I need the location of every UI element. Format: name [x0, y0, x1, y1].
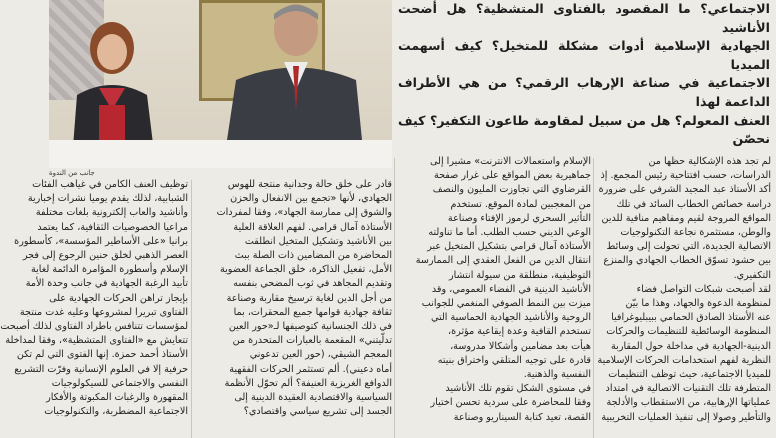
intro-line: الجهادية الإسلامية أدوات مشكلة للمتخيل؟ كيف أسهمت الميديا — [398, 38, 770, 72]
article-line: الإسلام واستعمالات الانترنت» مشيرا إلى — [430, 156, 591, 167]
article-line: السياسية والاقتصادية العقيدة الدينية إلى — [234, 392, 392, 404]
article-line: من المعجبين لمادة الموقع. تستخدم — [450, 198, 591, 210]
article-line: أكد الأستاذ عبد المجيد الشرفي على ضرورة — [598, 184, 771, 196]
article-line: الدراسات، حسب افتتاحية رئيس المجمع. إذ — [600, 170, 771, 182]
article-line: توظيف العنف الكامن في غياهب الفئات — [32, 179, 188, 190]
article-line: الأستاذ أحمد حمزة. إنها الفتوى التي لم تكن — [16, 349, 188, 361]
article-column-4 — [0, 178, 188, 438]
article-line: بإيجاز تراهن الحركات الجهادية على — [49, 292, 188, 304]
column-divider — [191, 180, 192, 438]
article-line: الإسلام وأسطورة المؤامرة الدائمة لغاية — [30, 264, 188, 276]
woman-speaker-figure — [57, 10, 162, 160]
article-line: لمؤسسات تتنافس باطراد الفتاوى لذلك أصبحت — [0, 321, 188, 333]
article-line: والوطن، مستثمرة نجاعة التكنولوجيات — [620, 227, 771, 239]
article-line: تتعايش مع «الفتاوى المتشظية»، وفقا لمداخلة — [5, 335, 188, 347]
article-line: الاجتماعية المضطربة، والتكنولوجيات — [44, 406, 188, 418]
article-line: ميزت بين النمط الصوفي المنغمي للجوانب — [421, 298, 591, 310]
article-line: الدينية-الجهادية في مداخلة حول المقاربة — [611, 340, 771, 352]
article-line: عنه الأستاذ الصادق الحمامي ببيبليوغرافيا — [611, 312, 771, 324]
intro-line: الاجتماعية في صناعة الإرهاب الرقمي؟ من هي الأطراف الداعمة لهذا — [398, 75, 770, 109]
article-line: الأستاذة آمال قرامي. لفهم العلاقة العلية — [233, 221, 392, 233]
article-line: بين الأناشيد وتشكيل المتخيل انطلقت — [244, 235, 392, 247]
article-line: التأثير السحري لرموز الإفتاء وصناعة — [447, 212, 591, 224]
intro-paragraph — [398, 0, 770, 150]
article-line: لمنظومة الدعوة والجهاد، وهذا ما بيّن — [625, 298, 771, 310]
article-line: بين حشود تسوّق الخطاب الجهادي والمنزع — [603, 255, 771, 267]
article-line: تأبيد الرغبة الجهادية في جانب وحدة الأمة — [25, 278, 188, 290]
article-line: الأناشيد الدينية في الفضاء العمومي، وقد — [431, 283, 591, 295]
article-line: هيأت بعد مضامين وأشكالا مدروسة، — [450, 340, 591, 352]
article-line: المقهورة والرغبات المكبوتة والأفكار — [46, 392, 188, 404]
article-line: عملياتها الإرهابية، من الاستقطاب والأدلجة — [606, 397, 771, 409]
article-line: المحاضرة من المضامين ذات الصلة ببث — [234, 250, 392, 262]
article-line: النفسي والاجتماعي للسيكولوجيات — [51, 377, 188, 389]
article-line: القصة، تعيد كتابة السيناريو وصناعة — [453, 411, 591, 423]
article-line: والشوق إلى ممارسة الجهاد»، وفقا لمفردات — [216, 207, 392, 219]
article-line: أماه دعيني). ألم تستثمر الحركات الفقهية — [229, 363, 392, 375]
article-line: وتقديم المجاهد في ثوب المضحي بنفسه — [233, 278, 392, 290]
article-line: الروحية والأناشيد الجهادية الحماسية التي — [430, 312, 591, 324]
article-column-3 — [194, 178, 392, 438]
column-divider — [593, 158, 594, 438]
article-line: ثقافة جهادية قوامها جميع المحقرات، بما — [233, 306, 392, 318]
article-line: الدوافع الغريزية العنيفة؟ ألم تحوّل الأنظمة — [224, 377, 392, 389]
article-line: للميديا الاجتماعية، حيث توظف التنظيمات — [608, 369, 771, 381]
article-line: في مستوى الشكل تقوم تلك الأناشيد — [445, 383, 591, 395]
article-column-1 — [597, 155, 771, 438]
article-line: التكفيري. — [733, 269, 771, 281]
intro-line: الاجتماعي؟ ما المقصود بالفتاوى المتشظية؟ هل أضحت الأناشيد — [398, 1, 770, 35]
article-line: حرفية إلا في العلوم الإنسانية وفرّت التشريع — [14, 363, 188, 375]
man-speaker-figure — [224, 0, 364, 160]
article-line: جماهيرية بعض المواقع على غرار صفحة — [433, 170, 591, 182]
article-line: الجهادي، لأنها «تجمع بين الانفعال والحزن — [230, 193, 392, 205]
article-line: النظرية لفهم استخدامات الحركات الإسلامية — [597, 354, 771, 366]
article-line: المتطرفة تلك التقنيات الاتصالية في امتداد — [605, 383, 771, 395]
intro-line — [398, 149, 770, 150]
article-line: المنظومة الوسائطية للتنظيمات والحركات — [606, 326, 771, 338]
intro-line: العنف المعولم؟ هل من سبيل لمقاومة طاعون التكفير؟ كيف نحصّن — [398, 112, 770, 147]
article-line: التوظيفية، منطلقة من سيولة انتشار — [449, 269, 591, 281]
article-line: الاتصالية الجديدة، التي تحولت إلى وسائط — [606, 241, 771, 253]
article-line: الأستاذة آمال قرامي بتشكيل المتخيل عبر — [427, 241, 591, 253]
article-line: الفتاوى تبريرا لمشروعها وعليه غدت منتجة — [19, 306, 188, 318]
article-line: من أجل الدين لغاية ترسيخ مقاربة وصناعة — [226, 292, 392, 304]
article-line: برانيا «على الأساطير المؤسسة»، كأسطورة — [14, 235, 188, 247]
article-line: وأناشيد والعاب إلكترونية بلغات مختلفة — [35, 207, 188, 219]
article-line: القرضاوي التي تجاوزت المليون والنصف — [432, 184, 591, 196]
article-line: النفسية والذهنية. — [523, 369, 591, 381]
article-line: انتقال الدين من الفعل العقدي إلى الممارسة — [415, 255, 591, 267]
article-line: الجسد إلى تشريع سياسي واقتصادي؟ — [243, 406, 392, 418]
panel-table — [49, 140, 392, 168]
article-line: العصر الذهبي لخلق حنين الرجوع إلى فجر — [22, 250, 188, 262]
article-line: الوعي الديني حسب الطلب. أما ما تناولته — [428, 227, 591, 239]
article-line: الأمل، تفعيل الذاكرة، خلق الجماعة العضوية — [219, 264, 392, 276]
photo-caption: جانب من الندوة — [49, 169, 95, 177]
article-line: الشبابية، لذلك يقدم يوميا نشرات إخبارية — [27, 193, 188, 205]
event-photo — [49, 0, 392, 168]
article-line: المعجم الشيقي، (حور العين تدعوني — [249, 349, 392, 361]
column-divider — [394, 158, 395, 438]
article-line: تدلّيتني» المقعمة بالعبارات المتحدرة من — [232, 335, 392, 347]
article-line: لقد أصبحت شبكات التواصل فضاء — [636, 283, 771, 295]
article-line: والتأطير وصولا إلى تنفيذ العمليات التخريبية — [601, 411, 771, 423]
article-line: قادر على خلق حالة وجدانية منتجة للهوس — [227, 179, 392, 190]
article-line: المواقع المروجة لقيم ومفاهيم منافية للدين — [601, 212, 771, 224]
article-line: لم تجد هذه الإشكالية حظها من — [648, 156, 771, 167]
article-line: دراسة خصائص الخطاب السائد في تلك — [616, 198, 771, 210]
article-line: مراعيا الخصوصيات الثقافية، كما يعتمد — [37, 221, 188, 233]
article-line: قادرة على توجيه المتلقي واختراق بنيته — [437, 354, 591, 366]
article-line: تستخدم القافية وعدة إيقاعية مؤثرة، — [448, 326, 591, 338]
article-column-2 — [398, 155, 591, 438]
article-line: في ذلك الجنسانية كتوصيفها لـ«حور العين — [228, 321, 392, 333]
article-line: وفقا للمحاضرة على سردية تحسن اختيار — [430, 397, 591, 409]
